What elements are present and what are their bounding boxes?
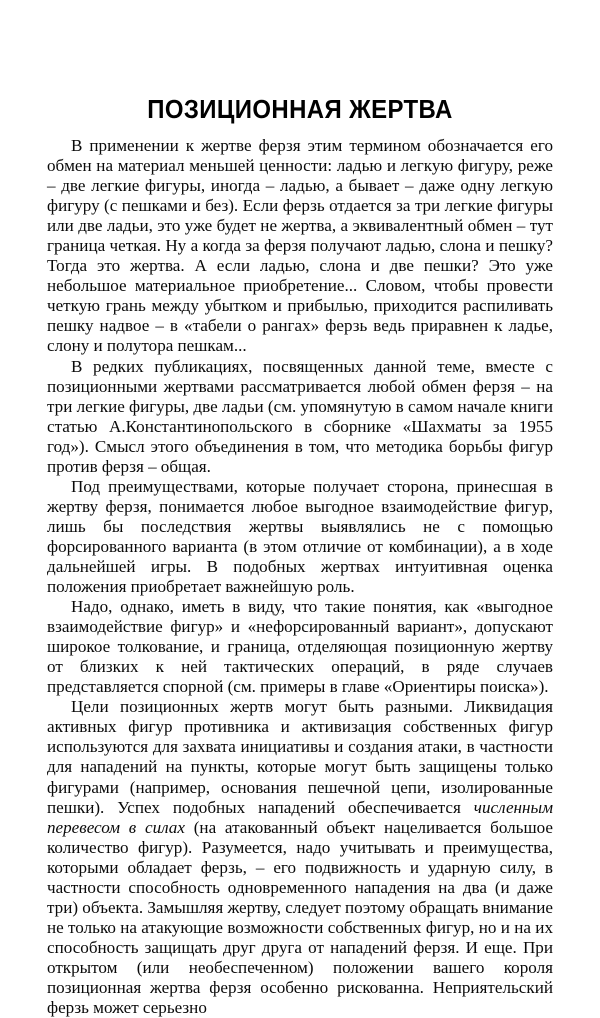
paragraph-5-text-before-emphasis: Цели позиционных жертв могут быть разными. Ликвидация активных фигур противника и активизация собственных фигур используются для захвата инициативы и создания атаки, в частности для нападений на пункты, которые могут быть защищены только фигурами (например, основания пешечной цепи, изолированные пешки). Успех подобных нападений обеспечивается <box>47 697 553 817</box>
paragraph-5-text-after-emphasis: (на атакованный объект нацеливается большое количество фигур). Разумеется, надо учитывать и преимущества, которыми обладает ферзь, – его подвижность и ударную силу, в частности способность одновременного нападения на два (и даже три) объекта. Замышляя жертву, следует поэтому обращать внимание не только на атакующие возможности собственных фигур, но и на их способность защищать друг друга от нападений ферзя. И еще. При открытом (или необеспеченном) положении вашего короля позиционная жертва ферзя особенно рискованна. Неприятельский ферзь может серьезно <box>47 817 553 1018</box>
paragraph-3: Под преимуществами, которые получает сторона, принесшая в жертву ферзя, понимается любое выгодное взаимодействие фигур, лишь бы последствия жертвы выявлялись не с помощью форсированного варианта (в этом отличие от комбинации), а в ходе дальнейшей игры. В подобных жертвах интуитивная оценка положения приобретает важнейшую роль. <box>47 476 553 597</box>
emphasized-phrase: численным перевесом в силах <box>47 797 553 837</box>
body-text-block <box>47 136 553 1018</box>
paragraph-1: В применении к жертве ферзя этим термином обозначается его обмен на материал меньшей ценности: ладью и легкую фигуру, реже – две легкие фигуры, иногда – ладью, а бывает – даже одну легкую фигуру (с пешками и без). Если ферзь отдается за три легкие фигуры или две ладьи, это уже будет не жертва, а эквивалентный обмен – тут граница четкая. Ну а когда за ферзя получают ладью, слона и пешку? Тогда это жертва. А если ладью, слона и две пешки? Это уже небольшое материальное приобретение... Словом, чтобы провести четкую грань между убытком и прибылью, приходится распиливать пешку надвое – в «табели о рангах» ферзь ведь приравнен к ладье, слону и полутора пешкам... <box>47 136 553 356</box>
paragraph-2: В редких публикациях, посвященных данной теме, вместе с позиционными жертвами рассматривается любой обмен ферзя – на три легкие фигуры, две ладьи (см. упомянутую в самом начале книги статью А.Константинопольского в сборнике «Шахматы за 1955 год»). Смысл этого объединения в том, что методика борьбы фигур против ферзя – общая. <box>47 356 553 476</box>
page-title: ПОЗИЦИОННАЯ ЖЕРТВА <box>147 96 453 125</box>
paragraph-4: Надо, однако, иметь в виду, что такие понятия, как «выгодное взаимодействие фигур» и «нефорсированный вариант», допускают широкое толкование, и граница, отделяющая позиционную жертву от близких к ней тактических операций, в ряде случаев представляется спорной (см. примеры в главе «Ориентиры поиска»). <box>47 597 553 697</box>
paragraph-5 <box>47 697 553 1018</box>
